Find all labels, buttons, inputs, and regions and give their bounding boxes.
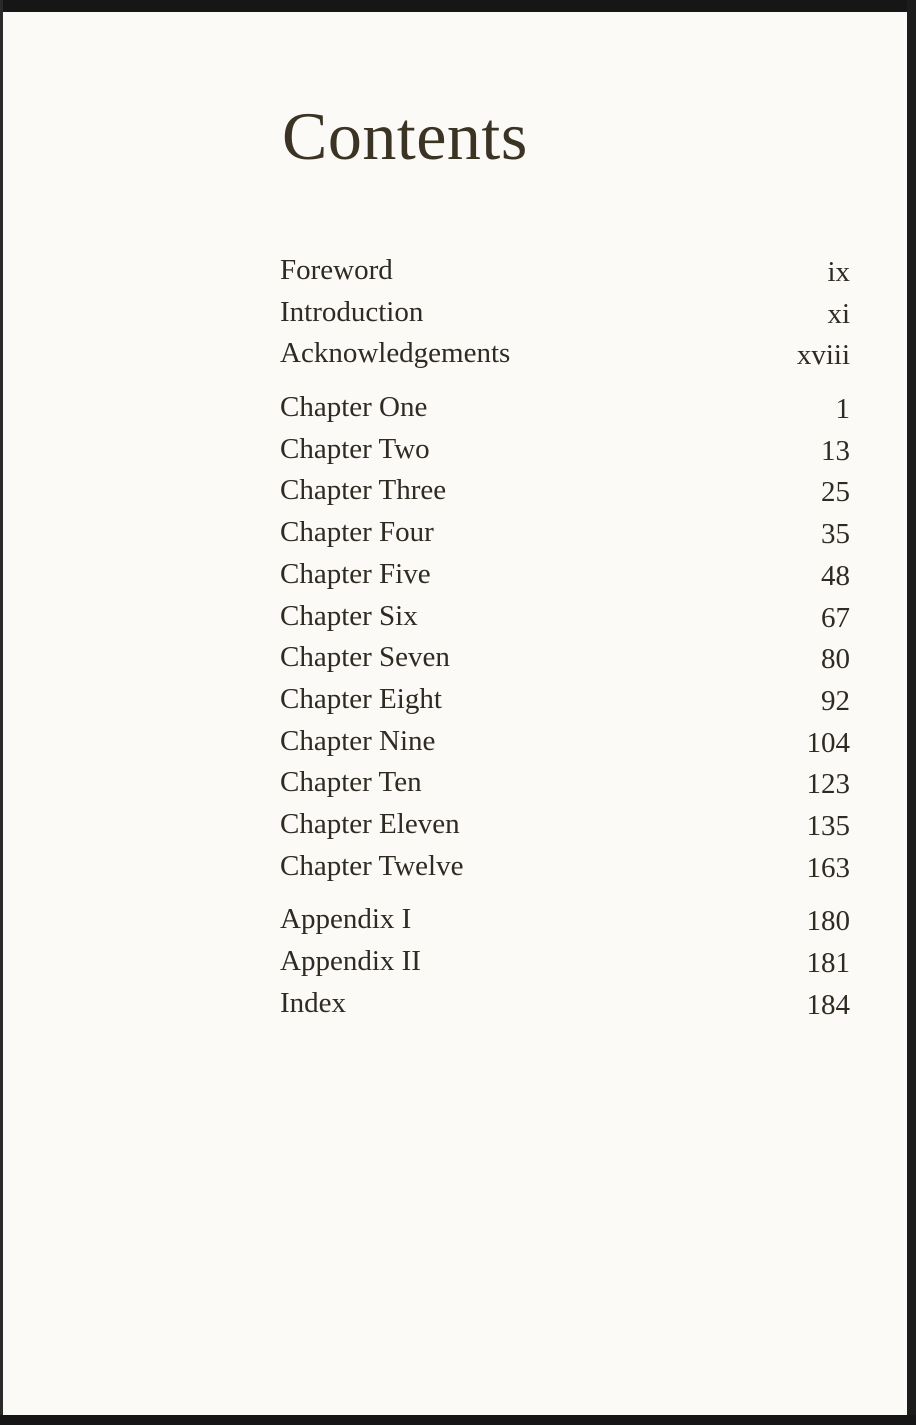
toc-entry: [280, 846, 850, 888]
toc-entry-page: xviii: [796, 339, 850, 372]
toc-entry-label: Chapter Two: [280, 432, 430, 465]
toc-entry: [280, 679, 850, 721]
table-of-contents: [280, 250, 850, 1024]
toc-entry-page: 80: [821, 643, 850, 676]
toc-entry: [280, 596, 850, 638]
toc-entry: [280, 333, 850, 375]
toc-entry-label: Foreword: [280, 254, 393, 286]
page-right-edge: [907, 0, 916, 1425]
toc-entry-page: ix: [827, 256, 850, 288]
toc-entry: [280, 554, 850, 596]
toc-entry-page: 184: [806, 988, 850, 1021]
toc-entry: [280, 637, 850, 679]
toc-entry-label: Appendix I: [280, 903, 412, 936]
toc-entry-label: Chapter Ten: [280, 766, 422, 799]
toc-entry-page: 48: [821, 559, 850, 592]
toc-entry-label: Acknowledgements: [280, 337, 511, 370]
toc-entry-page: 13: [821, 434, 850, 467]
toc-entry-label: Chapter Five: [280, 557, 431, 590]
toc-chapters: [280, 387, 850, 887]
toc-entry-page: 92: [821, 684, 850, 717]
toc-entry-label: Chapter Three: [280, 474, 447, 507]
toc-entry-label: Chapter Six: [280, 599, 418, 632]
toc-entry: [280, 899, 850, 941]
toc-entry-label: Chapter Four: [280, 516, 434, 549]
toc-entry: [280, 470, 850, 512]
toc-entry: [280, 804, 850, 846]
toc-entry-label: Appendix II: [280, 945, 421, 977]
toc-entry-page: 123: [806, 768, 850, 801]
page-title: Contents: [282, 98, 528, 174]
toc-entry-label: Chapter Eleven: [280, 807, 460, 840]
toc-entry-label: Chapter Eight: [280, 682, 442, 715]
toc-entry: [280, 429, 850, 471]
page-left-edge: [0, 0, 3, 1425]
toc-entry-page: 163: [806, 851, 850, 884]
toc-entry: [280, 512, 850, 554]
toc-entry: [280, 292, 850, 334]
toc-entry-page: xi: [827, 297, 850, 330]
toc-entry: [280, 250, 850, 292]
toc-entry-page: 67: [821, 601, 850, 634]
toc-entry-page: 135: [806, 809, 850, 842]
page-bottom-edge: [0, 1415, 916, 1425]
toc-entry-label: Chapter Nine: [280, 724, 436, 757]
toc-front-matter: [280, 250, 850, 375]
page-top-edge: [0, 0, 916, 12]
toc-entry-page: 104: [806, 726, 850, 759]
toc-entry-page: 181: [806, 947, 850, 979]
toc-entry-label: Chapter Seven: [280, 641, 450, 674]
toc-entry-label: Chapter Twelve: [280, 849, 464, 882]
toc-entry: [280, 983, 850, 1025]
toc-entry-label: Index: [280, 986, 347, 1019]
toc-entry: [280, 387, 850, 429]
toc-back-matter: [280, 899, 850, 1024]
toc-entry: [280, 941, 850, 983]
toc-entry-page: 1: [835, 393, 850, 426]
toc-entry-label: Introduction: [280, 295, 424, 328]
toc-entry-page: 25: [821, 476, 850, 509]
toc-entry-page: 180: [806, 905, 850, 938]
toc-entry: [280, 721, 850, 763]
toc-entry-page: 35: [821, 518, 850, 551]
toc-entry: [280, 762, 850, 804]
toc-entry-label: Chapter One: [280, 391, 428, 424]
